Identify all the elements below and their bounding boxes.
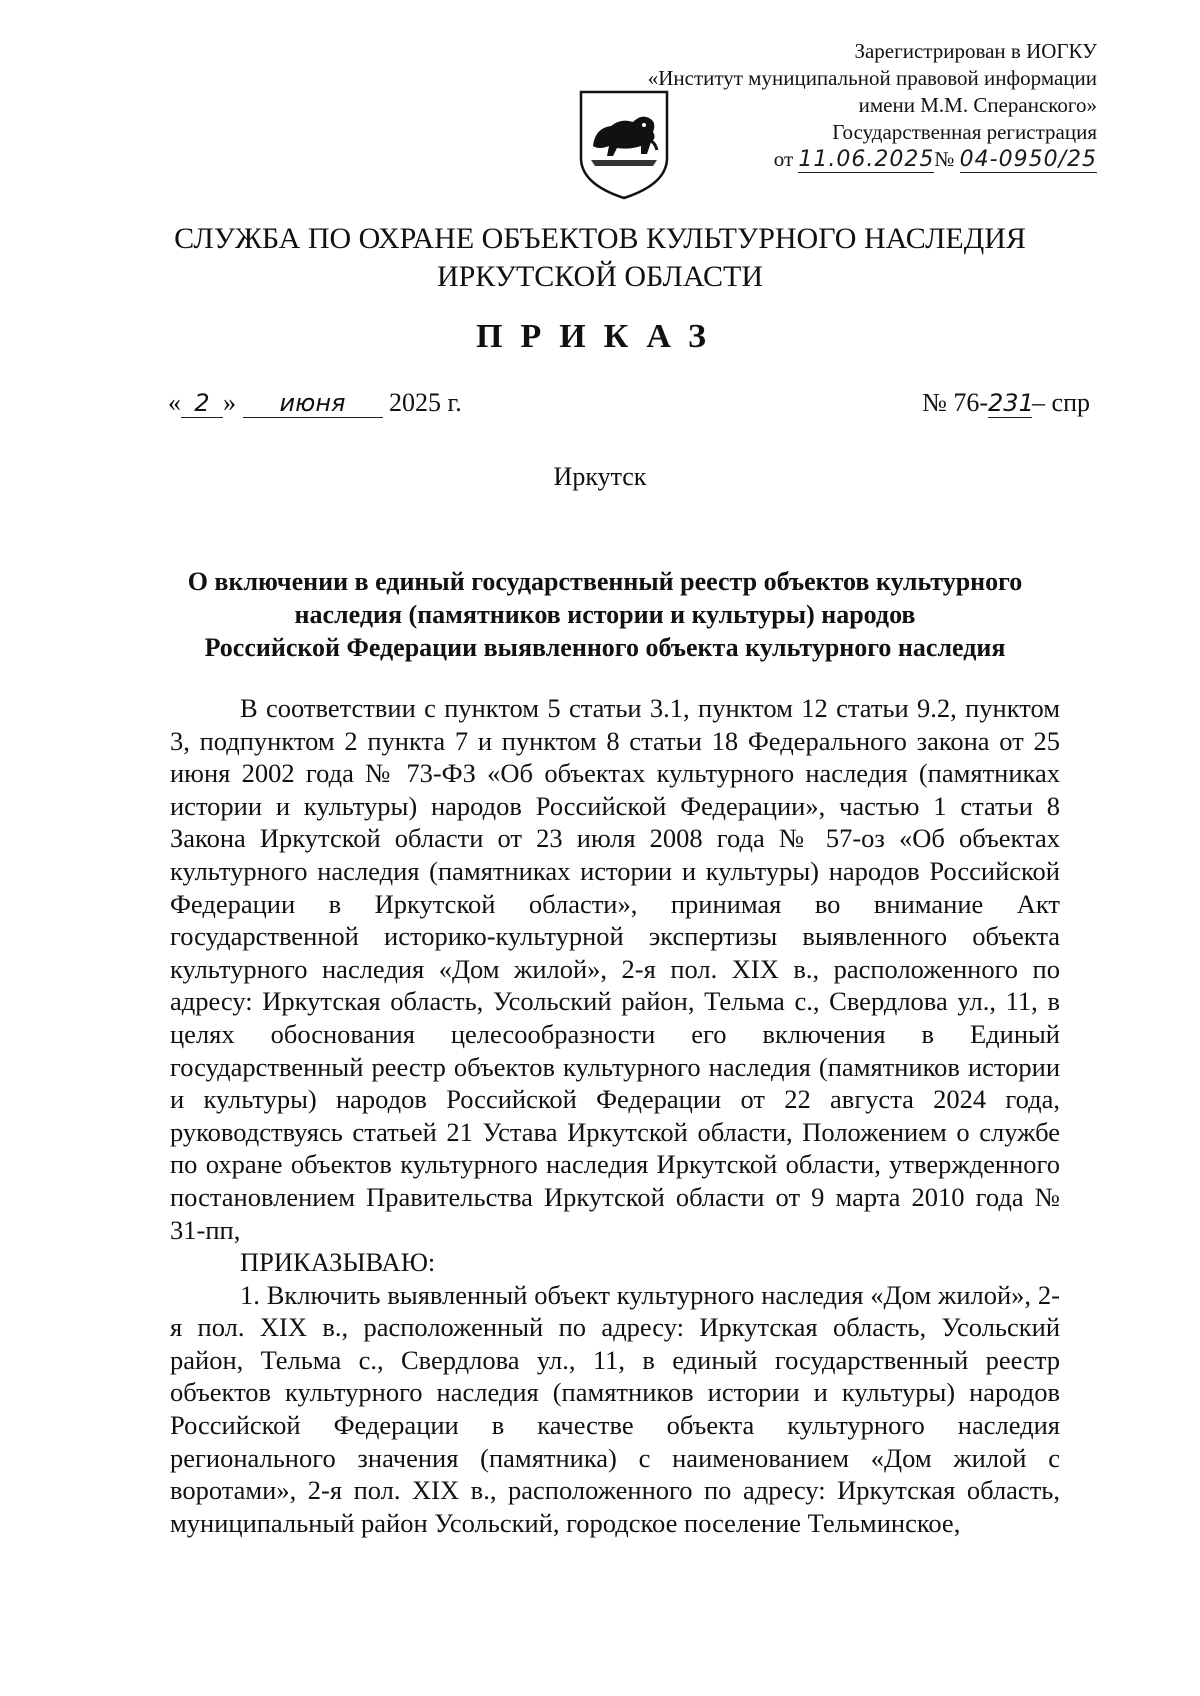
registration-stamp: [648, 38, 1097, 173]
registration-number: 04-0950/25: [959, 147, 1097, 172]
order-number: [922, 388, 1090, 418]
registration-line-2: «Институт муниципальной правовой информации: [647, 66, 1097, 90]
agency-line-1: СЛУЖБА ПО ОХРАНЕ ОБЪЕКТОВ КУЛЬТУРНОГО НАСЛЕДИЯ: [174, 222, 1026, 255]
registration-line-1: Зарегистрирован в ИОГКУ: [854, 39, 1097, 63]
order-number-suffix: – спр: [1032, 388, 1090, 417]
registration-line-4: Государственная регистрация: [832, 120, 1097, 144]
registration-line-3: имени М.М. Сперанского»: [858, 93, 1097, 117]
order-date: [168, 388, 462, 418]
preamble-paragraph: В соответствии с пунктом 5 статьи 3.1, пунктом 12 статьи 9.2, пунктом 3, подпунктом 2 пункта 7 и пунктом 8 статьи 18 Федерального закона от 25 июня 2002 года № 73-ФЗ «Об объектах культурного наследия (памятниках истории и культуры) народов Российской Федерации», частью 1 статьи 8 Закона Иркутской области от 23 июля 2008 года № 57-оз «Об объектах культурного наследия (памятниках истории и культуры) народов Российской Федерации в Иркутской области», принимая во внимание Акт государственной историко-культурной экспертизы выявленного объекта культурного наследия «Дом жилой», 2-я пол. XIX в., расположенного по адресу: Иркутская область, Усольский район, Тельма с., Свердлова ул., 11, в целях обоснования целесообразности его включения в Единый государственный реестр объектов культурного наследия (памятников истории и культуры) народов Российской Федерации от 22 августа 2024 года, руководствуясь статьей 21 Устава Иркутской области, Положением о службе по охране объектов культурного наследия Иркутской области, утвержденного постановлением Правительства Иркутской области от 9 марта 2010 года № 31-пп,: [170, 693, 1060, 1245]
registration-number-line: [648, 146, 1097, 173]
coat-of-arms-icon: [577, 88, 671, 202]
document-title: ПРИКАЗ: [476, 318, 724, 355]
date-month: июня: [243, 389, 383, 418]
city: Иркутск: [553, 462, 647, 491]
subject-line-1: О включении в единый государственный реестр объектов культурного: [187, 567, 1023, 596]
item-1-paragraph: 1. Включить выявленный объект культурного наследия «Дом жилой», 2-я пол. XIX в., расположенный по адресу: Иркутская область, Усольский район, Тельма с., Свердлова ул., 11, в единый государственный реестр объектов культурного наследия (памятников истории и культуры) народов Российской Федерации в качестве объекта культурного наследия регионального значения (памятника) с наименованием «Дом жилой с воротами», 2-я пол. XIX в., расположенного по адресу: Иркутская область, муниципальный район Усольский, городское поселение Тельминское,: [170, 1279, 1060, 1538]
registration-from-label: от: [773, 147, 794, 171]
subject-line-3: Российской Федерации выявленного объекта культурного наследия: [204, 633, 1006, 662]
agency-line-2: ИРКУТСКОЙ ОБЛАСТИ: [436, 260, 764, 293]
subject-line-2: наследия (памятников истории и культуры) народов: [294, 600, 916, 629]
date-close-quote: »: [223, 388, 236, 417]
registration-number-label: №: [934, 147, 955, 171]
order-number-prefix: № 76-: [922, 388, 989, 417]
document-body: [170, 692, 1060, 1539]
agency-name: [0, 220, 1200, 296]
order-word: ПРИКАЗЫВАЮ:: [240, 1247, 436, 1278]
date-open-quote: «: [168, 388, 181, 417]
registration-date: 11.06.2025: [798, 147, 935, 172]
date-day: 2: [181, 389, 223, 418]
order-number-handwritten: 231: [988, 389, 1034, 417]
date-year: 2025 г.: [389, 388, 462, 417]
order-subject: [150, 565, 1060, 664]
